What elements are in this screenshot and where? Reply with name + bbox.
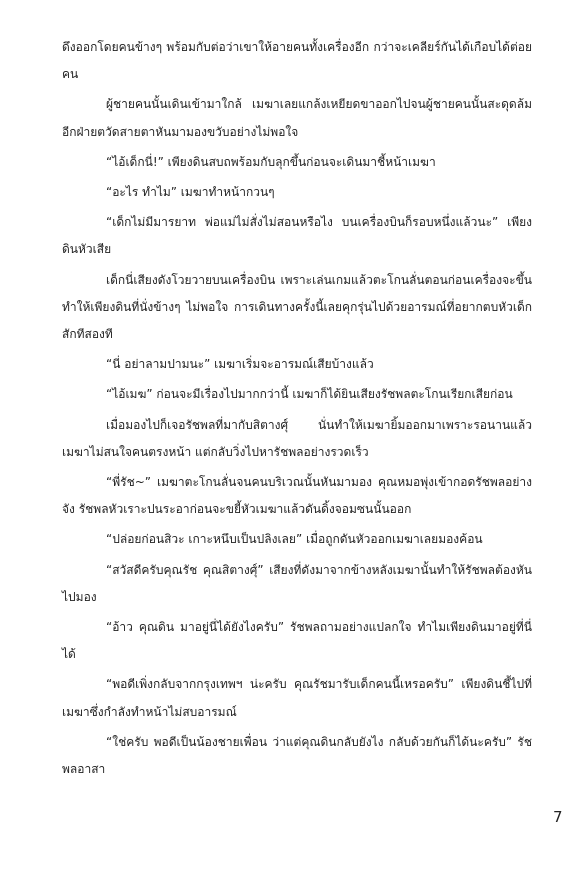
paragraph: “เด็กไม่มีมารยาท พ่อแม่ไม่สั่งไม่สอนหรือไง บนเครื่องบินก็รอบหนึ่งแล้วนะ” เพียงดินหัวเสีย [62, 215, 532, 257]
paragraph: “สวัสดีครับคุณรัช คุณสิตางศุ์” เสียงที่ดังมาจากข้างหลังเมฆานั้นทำให้รัชพลต้องหันไปมอง [62, 562, 532, 604]
paragraph: “ใช่ครับ พอดีเป็นน้องชายเพื่อน ว่าแต่คุณดินกลับยังไง กลับด้วยกันก็ได้นะครับ” รัชพลอาสา [62, 734, 532, 777]
paragraph: “พอดีเพิ่งกลับจากกรุงเทพฯ น่ะครับ คุณรัชมารับเด็กคนนี้เหรอครับ” เพียงดินชี้ไปที่เมฆาซึ่งกำลังทำหน้าไม่สบอารมณ์ [62, 677, 532, 719]
paragraph: ผู้ชายคนนั้นเดินเข้ามาใกล้ เมฆาเลยแกล้งเหยียดขาออกไปจนผู้ชายคนนั้นสะดุดล้ม อีกฝ่ายตวัดสายตาหันมามองขวับอย่างไม่พอใจ [62, 97, 532, 139]
paragraph: “ปล่อยก่อนสิวะ เกาะหนึบเป็นปลิงเลย” เมื่อถูกดันหัวออกเมฆาเลยมองค้อน [106, 532, 483, 547]
paragraph: “พี่รัช~” เมฆาตะโกนลั่นจนคนบริเวณนั้นหันมามอง คุณหมอพุ่งเข้ากอดรัชพลอย่างจัง รัชพลหัวเราะปนระอาก่อนจะขยี้หัวเมฆาแล้วดันดิ้งจอมซนนั้นออก [62, 475, 532, 517]
paragraph: “อะไร ทำไม” เมฆาทำหน้ากวนๆ [106, 185, 275, 200]
paragraph: “นี่ อย่าลามปามนะ” เมฆาเริ่มจะอารมณ์เสียบ้างแล้ว [106, 357, 374, 372]
page-number: 7 [553, 808, 563, 826]
paragraph: “ไอ้เด็กนี่!” เพียงดินสบถพร้อมกับลุกขึ้นก่อนจะเดินมาชี้หน้าเมฆา [106, 154, 436, 169]
paragraph: “อ้าว คุณดิน มาอยู่นี่ได้ยังไงครับ” รัชพลถามอย่างแปลกใจ ทำไมเพียงดินมาอยู่ที่นี่ได้ [62, 620, 532, 662]
paragraph: เมื่อมองไปก็เจอรัชพลที่มากับสิตางศุ์ นั่นทำให้เมฆายิ้มออกมาเพราะรอนานแล้ว เมฆาไม่สนใจคนตรงหน้า แต่กลับวิ่งไปหารัชพลอย่างรวดเร็ว [62, 417, 532, 459]
page-body [62, 34, 532, 786]
paragraph: “ไอ้เมฆ” ก่อนจะมีเรื่องไปมากกว่านี้ เมฆาก็ได้ยินเสียงรัชพลตะโกนเรียกเสียก่อน [106, 387, 513, 402]
paragraph: ดึงออกโดยคนข้างๆ พร้อมกับต่อว่าเขาให้อายคนทั้งเครื่องอีก กว่าจะเคลียร์กันได้เกือบได้ต่อยคน [62, 40, 532, 82]
paragraph: เด็กนี่เสียงดังโวยวายบนเครื่องบิน เพราะเล่นเกมแล้วตะโกนลั่นตอนก่อนเครื่องจะขึ้น ทำให้เพียงดินที่นั่งข้างๆ ไม่พอใจ การเดินทางครั้งนี้เลยคุกรุ่นไปด้วยอารมณ์ที่อยากตบหัวเด็กสักทีสองที [62, 272, 532, 342]
